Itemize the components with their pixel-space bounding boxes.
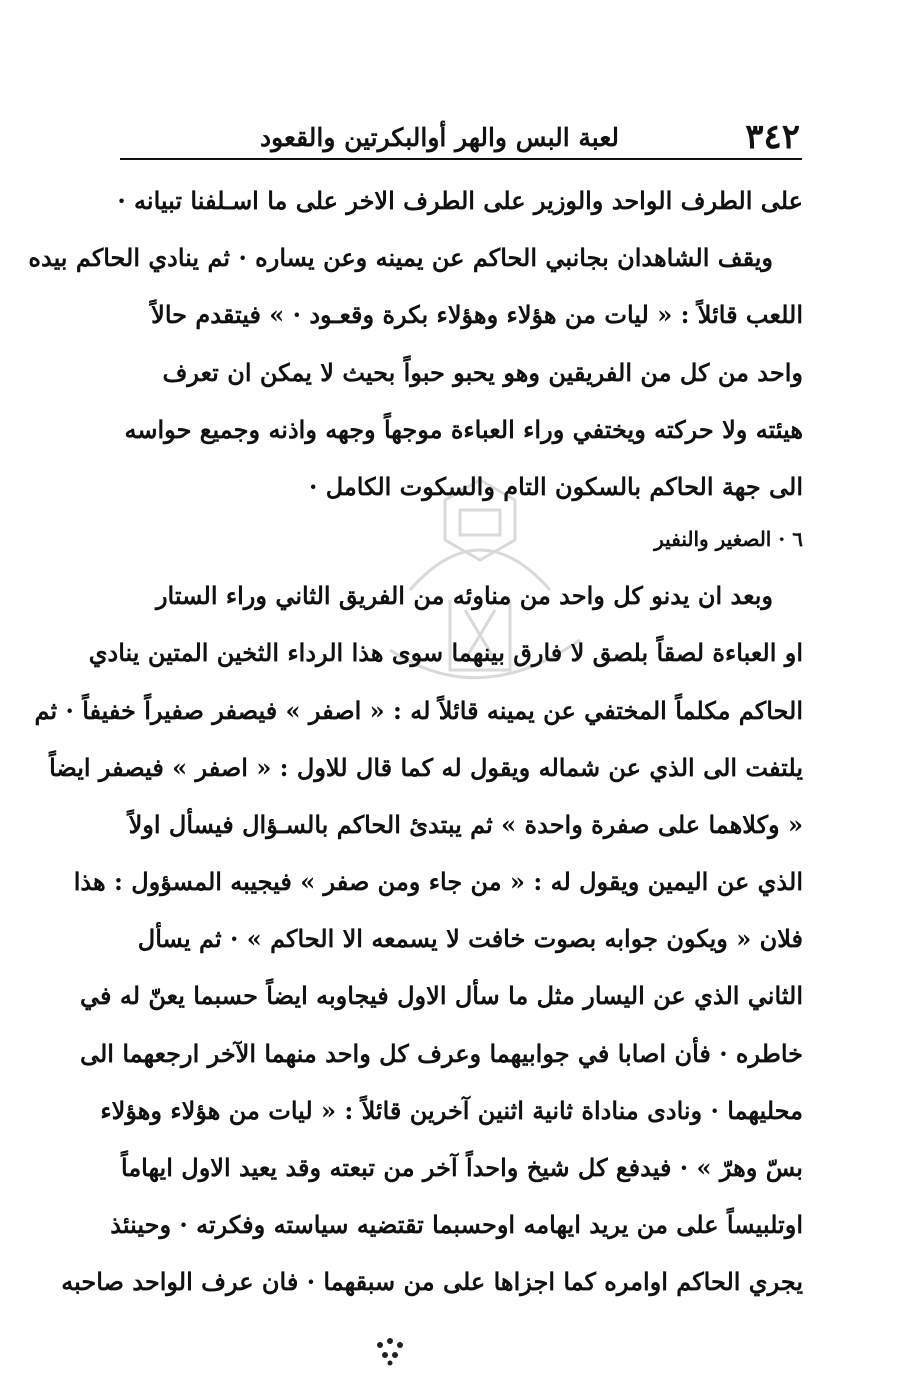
header-divider <box>120 158 802 160</box>
paragraph-line: الثاني الذي عن اليسار مثل ما سأل الاول فيجاوبه ايضاً حسبما يعنّ له في <box>80 981 803 1011</box>
paragraph-line: « وكلاهما على صفرة واحدة » ثم يبتدئ الحاكم بالسـؤال فيسأل اولاً <box>128 809 803 839</box>
paragraph-line: ويقف الشاهدان بجانبي الحاكم عن يمينه وعن يساره · ثم ينادي الحاكم بيده <box>28 243 773 273</box>
section-heading: ٦ · الصغير والنفير <box>654 527 803 552</box>
page-number: ٣٤٢ <box>745 117 800 157</box>
running-title: لعبة البس والهر أوالبكرتين والقعود <box>260 123 620 152</box>
paragraph-line: يلتفت الى الذي عن شماله ويقول له كما قال للاول : « اصفر » فيصفر ايضاً <box>49 752 803 782</box>
paragraph-line: الحاكم مكلماً المختفي عن يمينه قائلاً له : « اصفر » فيصفر صفيراً خفيفاً · ثم <box>34 695 803 725</box>
paragraph-line: وبعد ان يدنو كل واحد من مناوئه من الفريق الثاني وراء الستار <box>155 581 773 611</box>
paragraph-line: واحد من كل من الفريقين وهو يحبو حبواً بحيث لا يمكن ان تعرف <box>162 357 803 387</box>
paragraph-line: اوتلبيساً على من يريد ايهامه اوحسبما تقتضيه سياسته وفكرته · وحينئذ <box>110 1210 803 1240</box>
paragraph-line: او العباءة لصقاً بلصق لا فارق بينهما سوى هذا الرداء الثخين المتين ينادي <box>88 638 803 668</box>
paragraph-line: على الطرف الواحد والوزير على الطرف الاخر على ما اسـلفنا تبيانه · <box>117 186 803 215</box>
paragraph-line: خاطره · فأن اصابا في جوابيهما وعرف كل واحد منهما الآخر ارجعهما الى <box>79 1038 803 1068</box>
paragraph-line: اللعب قائلاً : « ليات من هؤلاء وهؤلاء بكرة وقعـود · » فيتقدم حالاً <box>151 300 803 330</box>
paragraph-line: الذي عن اليمين ويقول له : « من جاء ومن صفر » فيجيبه المسؤول : هذا <box>73 867 803 897</box>
footer-ornament-icon <box>370 1335 410 1367</box>
paragraph-line: فلان « ويكون جوابه بصوت خافت لا يسمعه الا الحاكم » · ثم يسأل <box>137 924 803 954</box>
paragraph-line: يجري الحاكم اوامره كما اجزاها على من سبقهما · فان عرف الواحد صاحبه <box>61 1267 803 1297</box>
body-text <box>28 172 803 1311</box>
paragraph-line: محليهما · ونادى مناداة ثانية اثنين آخرين قائلاً : « ليات من هؤلاء وهؤلاء <box>100 1095 803 1125</box>
paragraph-line: هيئته ولا حركته ويختفي وراء العباءة موجهاً وجهه واذنه وجميع حواسه <box>124 414 803 444</box>
paragraph-line: بسّ وهرّ » · فيدفع كل شيخ واحداً آخر من تبعته وقد يعيد الاول ايهاماً <box>121 1153 803 1182</box>
paragraph-line: الى جهة الحاكم بالسكون التام والسكوت الكامل · <box>309 471 803 501</box>
